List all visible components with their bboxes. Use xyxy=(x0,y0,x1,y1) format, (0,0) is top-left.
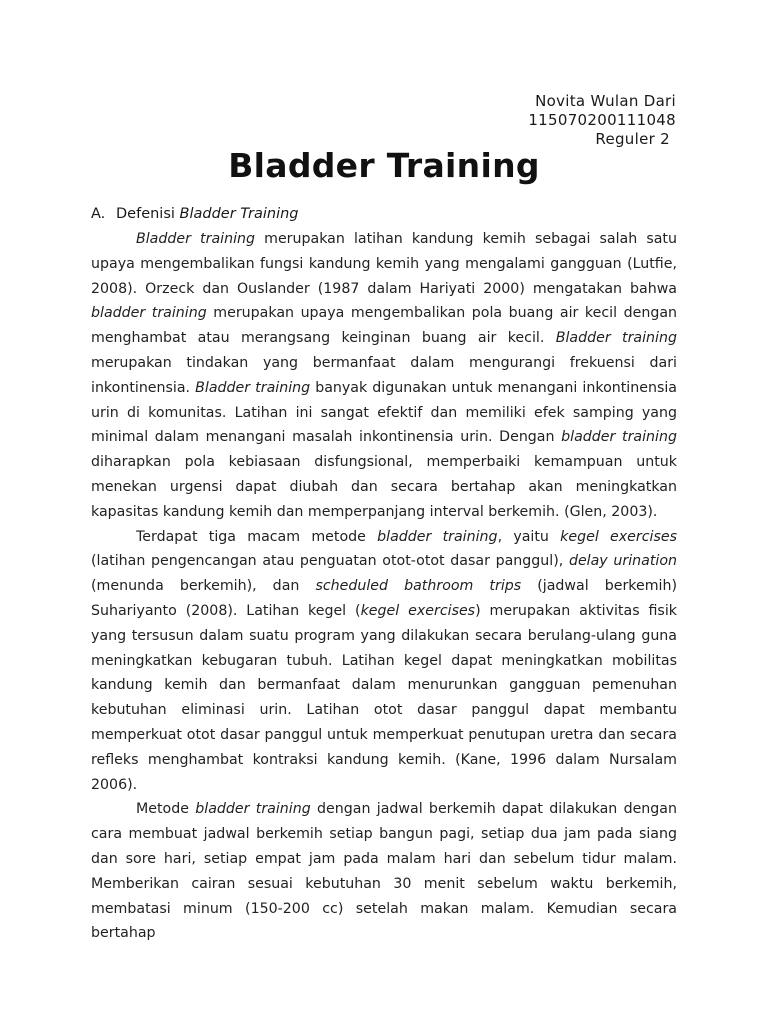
text-run: diharapkan pola kebiasaan disfungsional, memperbaiki kemampuan untuk menekan urgensi dapat diubah dan secara bertahap akan meningkatkan kapasitas kandung kemih dan memperpanjang interval berkemih. (Glen, 2003). xyxy=(91,454,677,520)
paragraph xyxy=(91,797,677,946)
author-class: Reguler 2 xyxy=(595,130,670,148)
author-name: Novita Wulan Dari xyxy=(535,92,676,110)
italic-term: bladder training xyxy=(377,528,498,545)
section-letter: A. xyxy=(91,206,106,222)
text-run: (menunda berkemih), dan xyxy=(91,578,316,595)
text-run: merupakan upaya mengembalikan pola buang air kecil dengan menghambat atau merangsang keinginan buang air kecil. xyxy=(91,305,678,347)
text-run: (latihan pengencangan atau penguatan otot-otot dasar panggul), xyxy=(91,553,569,570)
author-nim: 115070200111048 xyxy=(528,111,676,129)
text-run: merupakan tindakan yang bermanfaat dalam mengurangi frekuensi dari inkontinensia. xyxy=(91,354,677,396)
italic-term: Bladder training xyxy=(555,330,677,347)
text-run: , yaitu xyxy=(497,528,561,545)
text-run: (jadwal berkemih) Suhariyanto (2008). Latihan kegel ( xyxy=(91,578,678,619)
paragraph xyxy=(91,227,677,525)
section-heading xyxy=(91,204,299,224)
text-run: merupakan latihan kandung kemih sebagai salah satu upaya mengembalikan fungsi kandung kemih yang mengalami gangguan (Lutfie, 2008). Orzeck dan Ouslander (1987 dalam Hariyati 2000) mengatakan bahwa xyxy=(91,231,677,297)
text-run: dengan jadwal berkemih dapat dilakukan dengan cara membuat jadwal berkemih setiap bangun pagi, setiap dua jam pada siang dan sore hari, setiap empat jam pada malam hari dan sebelum tidur malam. Memberikan cairan sesuai kebutuhan 30 menit sebelum waktu berkemih, membatasi minum (150-200 cc) setelah makan malam. Kemudian secara bertahap xyxy=(91,801,677,942)
italic-term: bladder training xyxy=(91,305,207,322)
text-run: ) merupakan aktivitas fisik yang tersusun dalam suatu program yang dilakukan secara berulang-ulang guna meningkatkan kebugaran tubuh. Latihan kegel dapat meningkatkan mobilitas kandung kemih dan bermanfaat dalam menurunkan gangguan pemenuhan kebutuhan eliminasi urin. Latihan otot dasar panggul dapat membantu memperkuat otot dasar panggul untuk memperkuat penutupan uretra dan secara refleks menghambat kontraksi kandung kemih. (Kane, 1996 dalam Nursalam 2006). xyxy=(91,602,677,793)
italic-term: scheduled bathroom trips xyxy=(315,578,522,595)
page-title: Bladder Training xyxy=(228,146,540,185)
body-text xyxy=(91,227,677,946)
text-run: Terdapat tiga macam metode xyxy=(136,528,378,545)
italic-term: bladder training xyxy=(195,801,311,818)
author-block xyxy=(528,92,676,149)
text-run: Metode xyxy=(136,801,196,818)
italic-term: bladder training xyxy=(561,429,677,446)
italic-term: kegel exercises xyxy=(560,528,677,545)
text-run: banyak digunakan untuk menangani inkontinensia urin di komunitas. Latihan ini sangat efektif dan memiliki efek samping yang minimal dalam menangani masalah inkontinensia urin. Dengan xyxy=(91,379,677,446)
paragraph xyxy=(91,525,677,798)
italic-term: Bladder training xyxy=(136,231,256,247)
italic-term: kegel exercises xyxy=(360,602,476,619)
italic-term: Bladder training xyxy=(195,379,311,396)
section-heading-plain: Defenisi xyxy=(116,206,180,222)
section-heading-italic: Bladder Training xyxy=(179,206,299,222)
italic-term: delay urination xyxy=(568,553,678,570)
